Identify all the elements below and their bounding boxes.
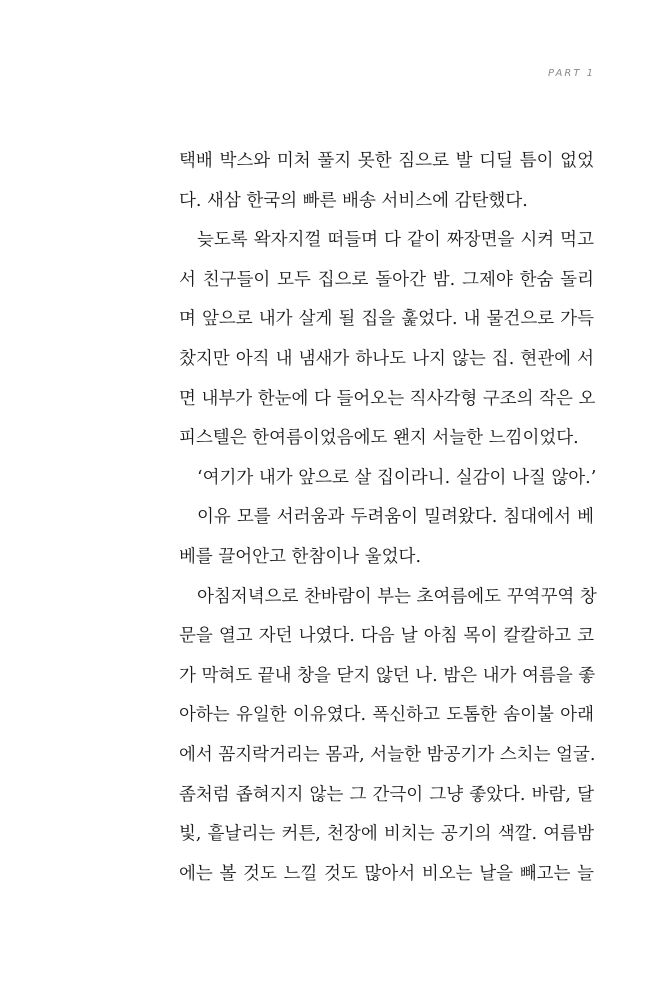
text-line: 면 내부가 한눈에 다 들어오는 직사각형 구조의 작은 오 [179,388,596,409]
text-line: 아침저녁으로 찬바람이 부는 초여름에도 꾸역꾸역 창 [197,586,597,607]
text-line: 피스텔은 한여름이었음에도 왠지 서늘한 느낌이었다. [179,428,579,449]
text-line: 가 막혀도 끝내 창을 닫지 않던 나. 밤은 내가 여름을 좋 [179,665,596,686]
text-line: 서 친구들이 모두 집으로 돌아간 밤. 그제야 한숨 돌리 [179,269,594,290]
text-line: 에서 꼼지락거리는 몸과, 서늘한 밤공기가 스치는 얼굴. [179,744,596,765]
text-line: 늦도록 왁자지껄 떠들며 다 같이 짜장면을 시켜 먹고 [197,230,594,251]
body-text [179,142,597,894]
text-line: 며 앞으로 내가 살게 될 집을 훑었다. 내 물건으로 가득 [179,309,594,330]
text-line: 문을 열고 자던 나였다. 다음 날 아침 목이 칼칼하고 코 [179,626,594,647]
text-line: ‘여기가 내가 앞으로 살 집이라니. 실감이 나질 않아.’ [197,467,597,488]
text-line: 이유 모를 서러움과 두려움이 밀려왔다. 침대에서 베 [197,507,594,528]
text-line: 빛, 흩날리는 커튼, 천장에 비치는 공기의 색깔. 여름밤 [179,824,594,845]
text-line: 찼지만 아직 내 냄새가 하나도 나지 않는 집. 현관에 서 [179,348,594,369]
text-line: 택배 박스와 미처 풀지 못한 짐으로 발 디딜 틈이 없었 [179,151,594,171]
text-line: 아하는 유일한 이유였다. 폭신하고 도톰한 솜이불 아래 [179,705,594,726]
text-line: 베를 끌어안고 한참이나 울었다. [179,546,422,567]
text-line: 에는 볼 것도 느낄 것도 많아서 비오는 날을 빼고는 늘 [179,863,594,884]
text-line: 좀처럼 좁혀지지 않는 그 간극이 그냥 좋았다. 바람, 달 [179,784,594,805]
text-line: 다. 새삼 한국의 빠른 배송 서비스에 감탄했다. [179,190,528,211]
running-header: PART 1 [548,68,595,79]
